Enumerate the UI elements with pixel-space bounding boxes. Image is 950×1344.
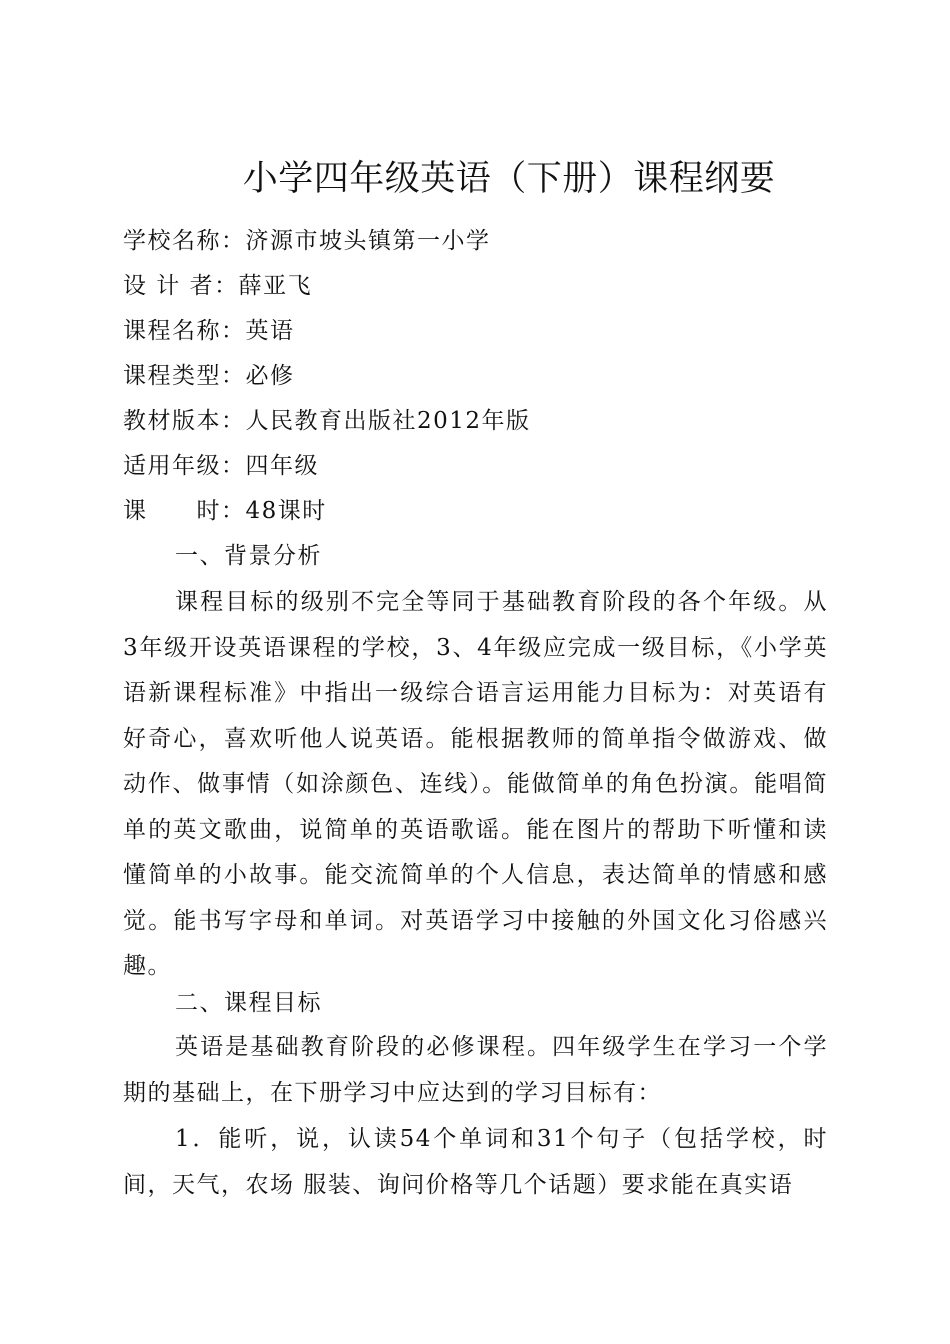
section-heading-goals: 二、课程目标 <box>175 990 322 1016</box>
document-title: 小学四年级英语（下册）课程纲要 <box>242 159 776 199</box>
paragraph-goals-intro: 英语是基础教育阶段的必修课程。四年级学生在学习一个学期的基础上，在下册学习中应达到的学习目标有： <box>123 1034 828 1106</box>
meta-school-name: 学校名称：济源市坡头镇第一小学 <box>123 228 491 254</box>
paragraph-goal-1: 1．能听，说，认读54个单词和31个句子（包括学校，时间，天气，农场 服装、询问价格等几个话题）要求能在真实语 <box>123 1126 828 1198</box>
section-heading-background: 一、背景分析 <box>175 543 322 569</box>
meta-grade: 适用年级：四年级 <box>123 453 319 479</box>
meta-course-type: 课程类型：必修 <box>123 363 295 389</box>
paragraph-background: 课程目标的级别不完全等同于基础教育阶段的各个年级。从3年级开设英语课程的学校，3、4年级应完成一级目标，《小学英语新课程标准》中指出一级综合语言运用能力目标为：对英语有好奇心，喜欢听他人说英语。能根据教师的简单指令做游戏、做动作、做事情（如涂颜色、连线）。能做简单的角色扮演。能唱简单的英文歌曲，说简单的英语歌谣。能在图片的帮助下听懂和读懂简单的小故事。能交流简单的个人信息，表达简单的情感和感觉。能书写字母和单词。对英语学习中接触的外国文化习俗感兴趣。 <box>123 589 828 979</box>
meta-designer: 设 计 者：薛亚飞 <box>123 273 313 299</box>
meta-course-name: 课程名称：英语 <box>123 318 295 344</box>
meta-textbook-edition: 教材版本：人民教育出版社2012年版 <box>123 408 531 434</box>
meta-class-hours: 课 时：48课时 <box>123 498 327 524</box>
